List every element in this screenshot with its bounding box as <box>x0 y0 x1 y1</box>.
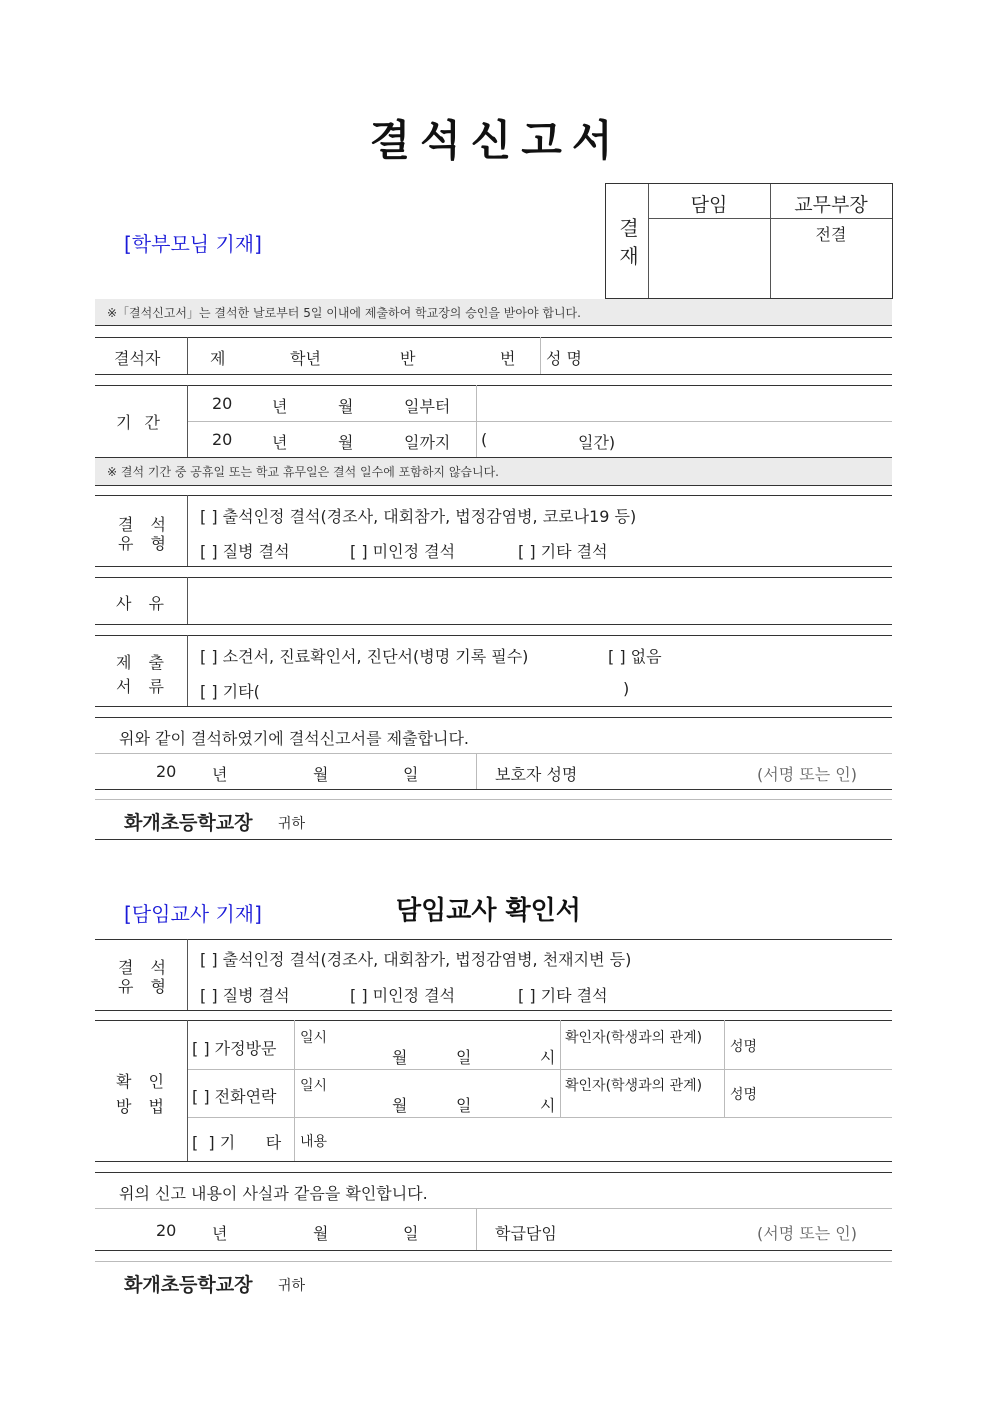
teacher-date-y: 년 <box>212 1224 228 1243</box>
homeroom-teacher-label: 학급담임 <box>495 1224 557 1243</box>
student-number-field[interactable]: 번 <box>500 349 516 368</box>
other-content-label: 내용 <box>300 1134 328 1150</box>
addressee: 화개초등학교장 <box>124 812 253 834</box>
teacher-date-d: 일 <box>403 1224 419 1243</box>
parent-statement: 위와 같이 결석하였기에 결석신고서를 제출합니다. <box>119 729 470 748</box>
parent-date-m: 월 <box>313 765 329 784</box>
reason-field[interactable] <box>188 578 892 623</box>
type-checkbox-other[interactable]: [ ] 기타 결석 <box>518 542 608 561</box>
approval-side-label: 결재 <box>619 216 639 268</box>
phone-confirmer-label: 확인자(학생과의 관계) <box>565 1078 703 1094</box>
teacher-date-m: 월 <box>313 1224 329 1243</box>
period-to-m: 월 <box>338 433 354 452</box>
parent-section-label: [학부모님 기재] <box>124 232 262 256</box>
period-days-open: ( <box>481 430 488 449</box>
phone-d: 일 <box>456 1096 472 1115</box>
period-to-d: 일까지 <box>404 433 451 452</box>
home-visit-confirmer-label: 확인자(학생과의 관계) <box>565 1030 703 1046</box>
period-label: 기 간 <box>116 413 164 432</box>
notice-text: ※「결석신고서」는 결석한 날로부터 5일 이내에 제출하여 학교장의 승인을 받아야 합니다. <box>107 306 581 320</box>
reason-label: 사 유 <box>116 594 170 613</box>
teacher-type-checkbox-illness[interactable]: [ ] 질병 결석 <box>200 986 290 1005</box>
teacher-confirm-title: 담임교사 확인서 <box>396 896 581 926</box>
approval-vice-principal-header: 교무부장 <box>794 194 868 216</box>
addressee-suffix: 귀하 <box>278 816 306 832</box>
approval-box <box>605 183 893 299</box>
teacher-type-label-2: 유 형 <box>118 977 172 996</box>
method-checkbox-phone[interactable]: [ ] 전화연락 <box>192 1087 277 1106</box>
docs-other-close: ) <box>623 679 630 698</box>
method-checkbox-other[interactable]: [ ] 기 타 <box>192 1133 282 1152</box>
home-visit-d: 일 <box>456 1048 472 1067</box>
teacher-statement: 위의 신고 내용이 사실과 같음을 확인합니다. <box>119 1184 428 1203</box>
home-visit-name-label: 성명 <box>730 1039 758 1055</box>
notice-text: ※ 결석 기간 중 공휴일 또는 학교 휴무일은 결석 일수에 포함하지 않습니다. <box>107 465 499 479</box>
docs-label-2: 서 류 <box>116 677 170 696</box>
period-to-y: 년 <box>272 433 288 452</box>
homeroom-sign-hint[interactable]: (서명 또는 인) <box>757 1224 857 1243</box>
period-from-m: 월 <box>338 397 354 416</box>
student-je: 제 <box>210 349 226 368</box>
student-class-field[interactable]: 반 <box>400 349 416 368</box>
teacher-type-label-1: 결 석 <box>118 958 172 977</box>
period-from-d: 일부터 <box>404 397 451 416</box>
confirm-label-1: 확 인 <box>116 1072 170 1091</box>
teacher-section-label: [담임교사 기재] <box>124 902 262 926</box>
parent-date-year[interactable]: 20 <box>156 762 177 781</box>
guardian-name-label: 보호자 성명 <box>495 765 578 784</box>
approval-delegated-value: 전결 <box>815 225 847 244</box>
type-label-1: 결 석 <box>118 515 172 534</box>
teacher-type-checkbox-other[interactable]: [ ] 기타 결석 <box>518 986 608 1005</box>
type-label-2: 유 형 <box>118 534 172 553</box>
docs-checkbox-certificates[interactable]: [ ] 소견서, 진료확인서, 진단서(병명 기록 필수) <box>200 647 529 666</box>
approval-homeroom-header: 담임 <box>690 194 728 216</box>
teacher-addressee: 화개초등학교장 <box>124 1274 253 1296</box>
docs-checkbox-none[interactable]: [ ] 없음 <box>608 647 662 666</box>
docs-checkbox-other[interactable]: [ ] 기타( <box>200 682 260 701</box>
period-days[interactable]: 일간) <box>578 433 616 452</box>
phone-when-label: 일시 <box>300 1078 328 1094</box>
notice-holidays <box>95 457 892 486</box>
student-name-field[interactable]: 성 명 <box>546 349 582 368</box>
period-from-year[interactable]: 20 <box>212 394 233 413</box>
home-visit-when-label: 일시 <box>300 1030 328 1046</box>
home-visit-h: 시 <box>540 1048 556 1067</box>
method-checkbox-home-visit[interactable]: [ ] 가정방문 <box>192 1039 277 1058</box>
phone-h: 시 <box>540 1096 556 1115</box>
parent-date-d: 일 <box>403 765 419 784</box>
type-checkbox-unrecognized[interactable]: [ ] 미인정 결석 <box>350 542 456 561</box>
type-checkbox-recognized[interactable]: [ ] 출석인정 결석(경조사, 대회참가, 법정감염병, 코로나19 등) <box>200 507 637 526</box>
page-title: 결석신고서 <box>369 116 623 165</box>
period-from-y: 년 <box>272 397 288 416</box>
phone-name-label: 성명 <box>730 1087 758 1103</box>
teacher-date-year[interactable]: 20 <box>156 1221 177 1240</box>
period-to-year[interactable]: 20 <box>212 430 233 449</box>
type-checkbox-illness[interactable]: [ ] 질병 결석 <box>200 542 290 561</box>
phone-m: 월 <box>392 1096 408 1115</box>
confirm-label-2: 방 법 <box>116 1097 170 1116</box>
home-visit-m: 월 <box>392 1048 408 1067</box>
notice-submission <box>95 299 892 326</box>
guardian-sign-hint[interactable]: (서명 또는 인) <box>757 765 857 784</box>
student-label: 결석자 <box>114 349 161 368</box>
teacher-addressee-suffix: 귀하 <box>278 1278 306 1294</box>
teacher-type-checkbox-unrecognized[interactable]: [ ] 미인정 결석 <box>350 986 456 1005</box>
student-grade-field[interactable]: 학년 <box>290 349 321 368</box>
docs-label-1: 제 출 <box>116 653 170 672</box>
teacher-type-checkbox-recognized[interactable]: [ ] 출석인정 결석(경조사, 대회참가, 법정감염병, 천재지변 등) <box>200 950 632 969</box>
parent-date-y: 년 <box>212 765 228 784</box>
